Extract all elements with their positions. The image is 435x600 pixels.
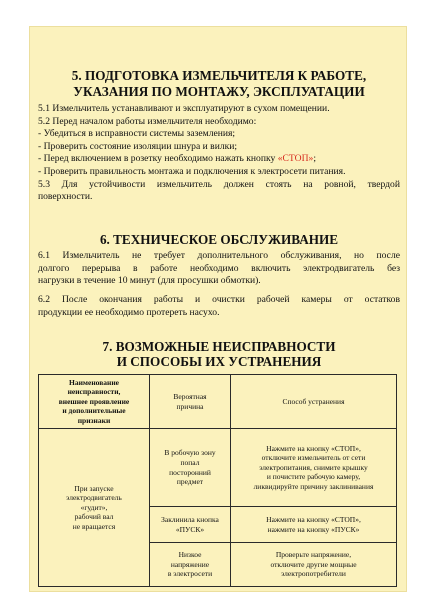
header-fault-line: неисправности, <box>67 387 121 397</box>
table-header-row <box>39 375 397 429</box>
cause-line: попал <box>180 457 200 467</box>
remedy-line: отключите измельчитель от сети <box>261 453 366 463</box>
header-fault-line: признаки <box>77 415 111 425</box>
cause-line: Низкое <box>178 550 202 560</box>
symptom-line: электродвигатель <box>66 493 122 503</box>
paragraph-6-1-line-3: нагрузки в течение 10 минут (для просушки обмотки). <box>38 275 261 287</box>
section-7-title-line-2: И СПОСОБЫ ИХ УСТРАНЕНИЯ <box>116 354 322 369</box>
symptom-line: не вращается <box>72 521 116 531</box>
paragraph-6-1-line-2: долгого перерыва в работе необходимо включить электродвигатель без <box>38 262 400 274</box>
section-5-body <box>38 103 400 204</box>
cause-line: Заклинила кнопка <box>161 514 219 524</box>
paragraph-5-3-line-1: 5.3 Для устойчивости измельчитель должен стоять на ровной, твердой <box>38 178 400 190</box>
cause-line: в электросети <box>167 569 213 579</box>
section-6-title: 6. ТЕХНИЧЕСКОЕ ОБСЛУЖИВАНИЕ <box>99 232 339 247</box>
paragraph-6-2-line-1: 6.2 После окончания работы и очистки рабочей камеры от остатков <box>38 294 400 305</box>
paragraph-5-1: 5.1 Измельчитель устанавливают и эксплуатируют в сухом помещении. <box>38 103 330 114</box>
symptom-line: При запуске <box>74 483 114 493</box>
remedy-line: электропитания, снимите крышку <box>259 462 368 472</box>
header-cause <box>150 375 231 429</box>
section-7-title <box>40 339 398 369</box>
remedy-line: и почистите рабочую камеру, <box>266 472 361 482</box>
section-7-title-line-1: 7. ВОЗМОЖНЫЕ НЕИСПРАВНОСТИ <box>102 339 336 354</box>
cause-line: «ПУСК» <box>175 524 205 534</box>
document-page <box>29 26 407 592</box>
symptom-cell <box>39 429 150 587</box>
section-5-title-line-1: 5. ПОДГОТОВКА ИЗМЕЛЬЧИТЕЛЯ К РАБОТЕ, <box>71 68 367 83</box>
header-remedy <box>231 375 397 429</box>
paragraph-6-1-line-1: 6.1 Измельчитель не требует дополнительного обслуживания, но после <box>38 250 400 261</box>
remedy-line: отключите другие мощные <box>270 559 357 569</box>
stop-button-label: «СТОП» <box>277 153 314 165</box>
header-fault-line: и дополнительные <box>62 406 126 416</box>
cause-line: предмет <box>176 477 204 487</box>
cause-line: посторонний <box>169 467 211 477</box>
paragraph-5-2: 5.2 Перед началом работы измельчителя необходимо: <box>38 115 257 127</box>
remedy-line: Нажмите на кнопку «СТОП», <box>266 514 361 524</box>
remedy-line: ликвидируйте причину заклинивания <box>253 481 374 491</box>
troubleshooting-table <box>38 374 397 587</box>
bullet-stop-punct: ; <box>313 153 316 165</box>
remedy-cell <box>231 543 397 587</box>
bullet-insulation: - Проверить состояние изоляции шнура и вилки; <box>38 140 238 152</box>
paragraph-6-2-line-2: продукции ее необходимо протереть насухо. <box>38 306 220 318</box>
remedy-line: нажмите на кнопку «ПУСК» <box>267 524 360 534</box>
bullet-stop-text: - Перед включением в розетку необходимо нажать кнопку <box>38 153 278 165</box>
symptom-line: рабочий вал <box>74 512 114 522</box>
remedy-cell <box>231 429 397 507</box>
header-fault-line: внешнее проявление <box>58 396 130 406</box>
symptom-line: «гудит», <box>80 502 108 512</box>
remedy-line: Нажмите на кнопку «СТОП», <box>266 443 361 453</box>
section-5-title <box>40 68 398 100</box>
header-fault-line: Наименование <box>69 377 119 387</box>
header-remedy-line: Способ устранения <box>282 396 345 406</box>
section-5-title-line-2: УКАЗАНИЯ ПО МОНТАЖУ, ЭКСПЛУАТАЦИИ <box>73 84 365 99</box>
remedy-line: Проверьте напряжение, <box>275 550 352 560</box>
bullet-stop-button <box>38 153 400 166</box>
cause-cell <box>150 429 231 507</box>
table-row <box>39 429 397 507</box>
paragraph-6-1 <box>38 250 400 288</box>
bullet-grounding: - Убедиться в исправности системы заземления; <box>38 128 236 140</box>
header-cause-line: причина <box>176 401 204 411</box>
cause-cell <box>150 507 231 543</box>
cause-cell <box>150 543 231 587</box>
remedy-line: электропотребители <box>281 569 346 579</box>
remedy-cell <box>231 507 397 543</box>
header-cause-line: Вероятная <box>173 391 207 401</box>
paragraph-5-3-line-2: поверхности. <box>38 191 93 203</box>
cause-line: напряжение <box>170 559 210 569</box>
cause-line: В робочую зону <box>164 448 216 458</box>
bullet-mounting: - Проверить правильность монтажа и подключения к электросети питания. <box>38 165 346 177</box>
paragraph-6-2 <box>38 294 400 319</box>
header-fault <box>39 375 150 429</box>
